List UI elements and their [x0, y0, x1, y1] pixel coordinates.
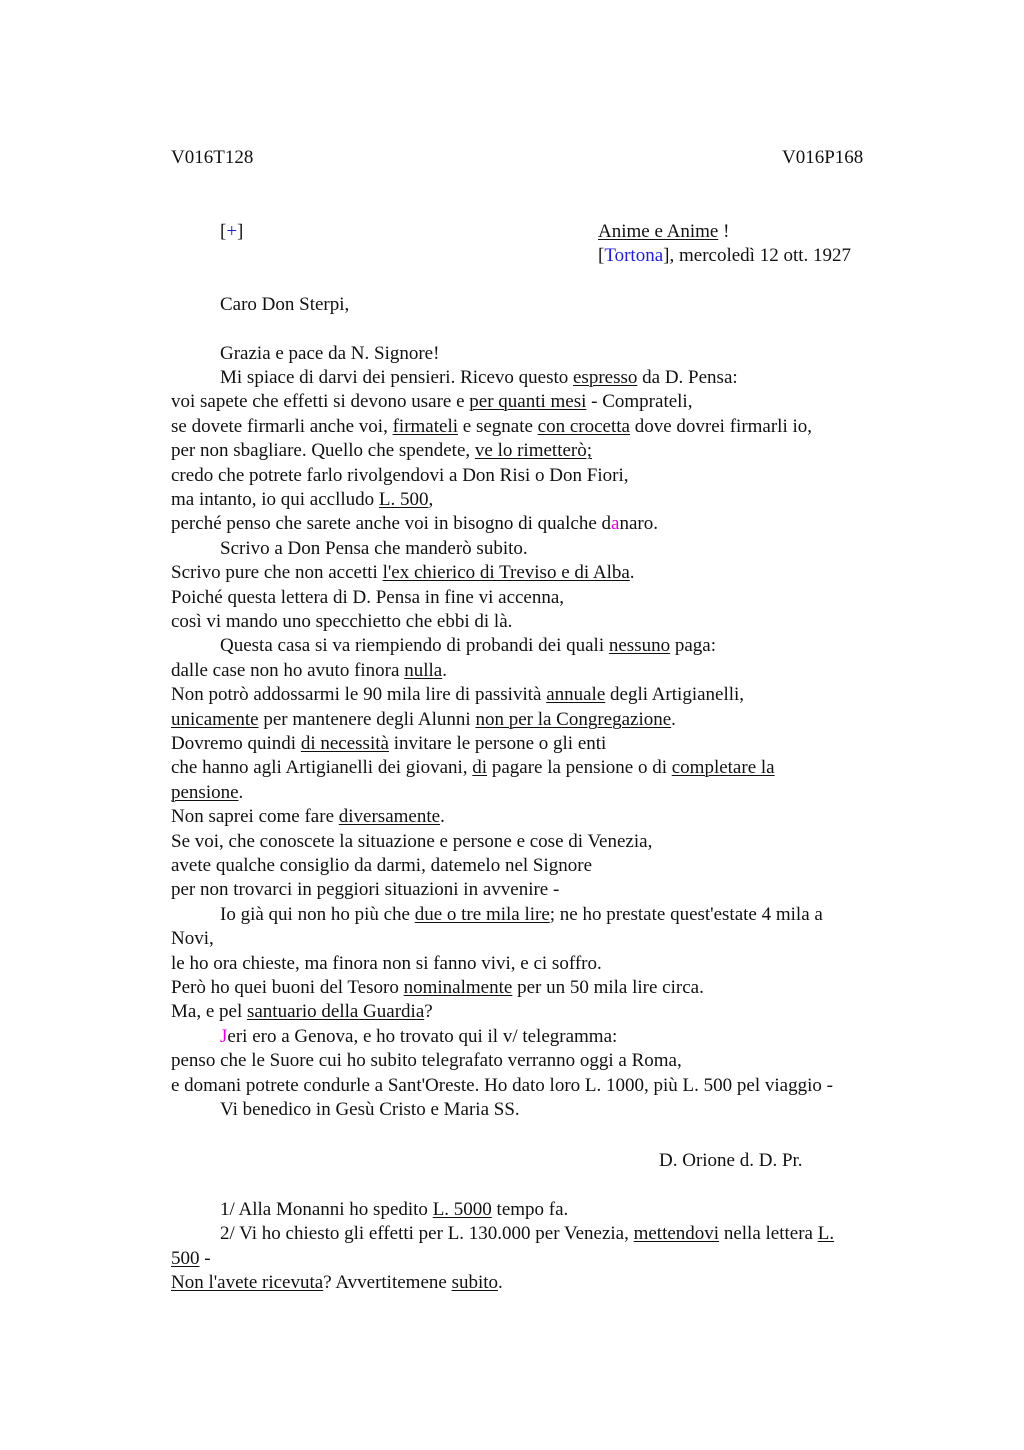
text-span: nella lettera: [719, 1223, 818, 1245]
text-span: Vi benedico in Gesù Cristo e Maria SS.: [220, 1099, 520, 1120]
text-span: Poiché questa lettera di D. Pensa in fine vi accenna,: [171, 586, 565, 608]
postscript-line: [220, 1198, 568, 1222]
underlined-text: subito: [451, 1272, 499, 1294]
underlined-text: nessuno: [608, 635, 671, 657]
underlined-text: firmateli: [392, 415, 459, 437]
underlined-text: 500: [171, 1247, 200, 1269]
text-span: -: [199, 1247, 211, 1269]
motto-text: Anime e Anime: [598, 221, 719, 242]
text-span: per non sbagliare. Quello che spendete,: [171, 440, 475, 462]
underlined-text: unicamente: [171, 708, 259, 730]
lines-line: [171, 854, 592, 878]
underlined-text: l'ex chierico di Treviso e di Alba: [382, 562, 630, 584]
lines-line: [171, 830, 652, 854]
text-span: a: [611, 513, 620, 535]
text-span: Però ho quei buoni del Tesoro: [171, 977, 404, 998]
text-span: ma intanto, io qui acclludo: [171, 489, 379, 510]
lines-line: [171, 683, 744, 707]
marker-bracket-open: [: [220, 221, 227, 242]
lines-line: [220, 537, 528, 561]
dateline: [598, 244, 851, 268]
underlined-text: ve lo rimetterò;: [474, 440, 593, 462]
text-span: perché penso che sarete anche voi in bisogno di qualche d: [171, 513, 612, 535]
underlined-text: con crocetta: [537, 415, 630, 437]
lines-line: [171, 488, 433, 512]
lines-line: [171, 390, 692, 414]
lines-line: [171, 1000, 433, 1024]
place-link[interactable]: Tortona: [604, 245, 664, 266]
text-span: credo che potrete farlo rivolgendovi a Don Risi o Don Fiori,: [171, 464, 629, 486]
text-span: 1/ Alla Monanni ho spedito: [220, 1199, 433, 1220]
text-span: Io già qui non ho più che: [220, 903, 415, 925]
lines-line: [171, 927, 214, 951]
underlined-text: santuario della Guardia: [246, 1001, 425, 1023]
text-span: per mantenere degli Alunni: [258, 708, 476, 730]
text-span: e segnate: [458, 415, 538, 437]
text-span: invitare le persone o gli enti: [388, 733, 607, 754]
lines-line: [171, 732, 606, 756]
lines-line: [171, 878, 559, 902]
text-span: se dovete firmarli anche voi,: [171, 415, 393, 437]
greeting: Grazia e pace da N. Signore!: [220, 343, 440, 364]
lines-line: [220, 903, 823, 927]
lines-line: [171, 415, 812, 439]
underlined-text: di necessità: [300, 733, 389, 754]
lines-line: [171, 610, 512, 634]
text-span: Scrivo a Don Pensa che manderò subito.: [220, 537, 528, 559]
editorial-marker: [220, 220, 243, 244]
document-code-right: V016P168: [782, 147, 864, 168]
text-span: per non trovarci in peggiori situazioni in avvenire -: [171, 879, 560, 901]
lines-line: [220, 634, 716, 658]
postscript-line: [171, 1271, 503, 1295]
plus-link[interactable]: +: [226, 221, 238, 242]
text-span: ,: [428, 489, 434, 510]
text-span: Se voi, che conoscete la situazione e persone e cose di Venezia,: [171, 830, 653, 852]
text-span: Dovremo quindi: [171, 733, 301, 754]
postscript-line: [171, 1247, 211, 1271]
lines-line: [171, 586, 564, 610]
text-span: avete qualche consiglio da darmi, datemelo nel Signore: [171, 855, 593, 876]
text-span: che hanno agli Artigianelli dei giovani,: [171, 757, 473, 779]
text-span: ? Avvertitemene: [323, 1272, 452, 1294]
text-span: Mi spiace di darvi dei pensieri. Ricevo questo: [220, 367, 573, 388]
underlined-text: due o tre mila lire: [414, 903, 550, 925]
lines-line: [220, 1098, 520, 1122]
text-span: eri ero a Genova, e ho trovato qui il v/ telegramma:: [227, 1025, 618, 1047]
underlined-text: L.: [817, 1223, 835, 1245]
marker-bracket-close: ]: [237, 221, 244, 242]
lines-line: [171, 781, 243, 805]
lines-line: [171, 756, 775, 780]
text-span: degli Artigianelli,: [605, 684, 745, 706]
text-span: ; ne ho prestate quest'estate 4 mila a: [549, 903, 823, 925]
text-span: le ho ora chieste, ma finora non si fanno vivi, e ci soffro.: [171, 952, 602, 974]
underlined-text: mettendovi: [633, 1223, 720, 1245]
lines-line: [220, 366, 738, 390]
text-span: Questa casa si va riempiendo di probandi dei quali: [220, 635, 609, 657]
text-span: così vi mando uno specchietto che ebbi di là.: [171, 611, 513, 632]
text-span: .: [629, 562, 635, 584]
text-span: pagare la pensione o di: [487, 757, 672, 779]
lines-line: [171, 659, 447, 683]
lines-line: [171, 708, 676, 732]
text-span: da D. Pensa:: [637, 367, 738, 388]
underlined-text: pensione: [171, 781, 239, 803]
text-span: penso che le Suore cui ho subito telegrafato verranno oggi a Roma,: [171, 1050, 682, 1072]
text-span: Scrivo pure che non accetti: [171, 562, 383, 584]
place-bracket-open: [: [598, 245, 605, 266]
motto-suffix: !: [718, 221, 730, 242]
text-span: ?: [424, 1001, 433, 1023]
date-text: ], mercoledì 12 ott. 1927: [663, 245, 852, 266]
text-span: J: [220, 1025, 228, 1047]
text-span: Non saprei come fare: [171, 806, 339, 828]
text-span: 2/ Vi ho chiesto gli effetti per L. 130.000 per Venezia,: [220, 1223, 634, 1245]
text-span: .: [498, 1272, 503, 1294]
lines-line: [171, 1074, 833, 1098]
document-code-left: V016T128: [171, 147, 254, 168]
text-span: per un 50 mila lire circa.: [512, 977, 704, 998]
text-span: dove dovrei firmarli io,: [629, 415, 813, 437]
underlined-text: annuale: [546, 684, 606, 706]
text-span: Ma, e pel: [171, 1001, 247, 1023]
text-span: .: [442, 659, 447, 681]
lines-line: [220, 1025, 617, 1049]
lines-line: [171, 1049, 682, 1073]
underlined-text: completare la: [671, 757, 775, 779]
text-span: e domani potrete condurle a Sant'Oreste. Ho dato loro L. 1000, più L. 500 pel viaggio -: [171, 1074, 833, 1096]
signature: D. Orione d. D. Pr.: [659, 1150, 803, 1171]
text-span: Novi,: [171, 928, 214, 950]
lines-line: [171, 464, 628, 488]
lines-line: [171, 512, 658, 536]
underlined-text: Non l'avete ricevuta: [171, 1272, 324, 1294]
postscript-line: [220, 1222, 834, 1246]
underlined-text: diversamente: [338, 806, 441, 828]
underlined-text: L. 5000: [432, 1199, 492, 1220]
underlined-text: non per la Congregazione: [475, 708, 672, 730]
salutation: Caro Don Sterpi,: [220, 294, 350, 315]
text-span: .: [440, 806, 445, 828]
text-span: tempo fa.: [491, 1199, 569, 1220]
text-span: voi sapete che effetti si devono usare e: [171, 391, 470, 413]
lines-line: [171, 805, 445, 829]
text-span: dalle case non ho avuto finora: [171, 659, 405, 681]
text-span: paga:: [670, 635, 717, 657]
lines-line: [171, 952, 602, 976]
lines-line: [171, 439, 592, 463]
text-span: naro.: [619, 513, 658, 535]
underlined-text: L. 500: [378, 489, 429, 510]
motto: [598, 220, 729, 244]
text-span: - Comprateli,: [586, 391, 693, 413]
text-span: .: [671, 708, 676, 730]
underlined-text: espresso: [573, 367, 638, 388]
text-span: Non potrò addossarmi le 90 mila lire di passività: [171, 684, 547, 706]
lines-line: [171, 561, 635, 585]
underlined-text: di: [472, 757, 488, 779]
lines-line: [171, 976, 704, 1000]
text-span: .: [238, 781, 244, 803]
underlined-text: nominalmente: [403, 977, 513, 998]
underlined-text: per quanti mesi: [469, 391, 587, 413]
underlined-text: nulla: [404, 659, 443, 681]
